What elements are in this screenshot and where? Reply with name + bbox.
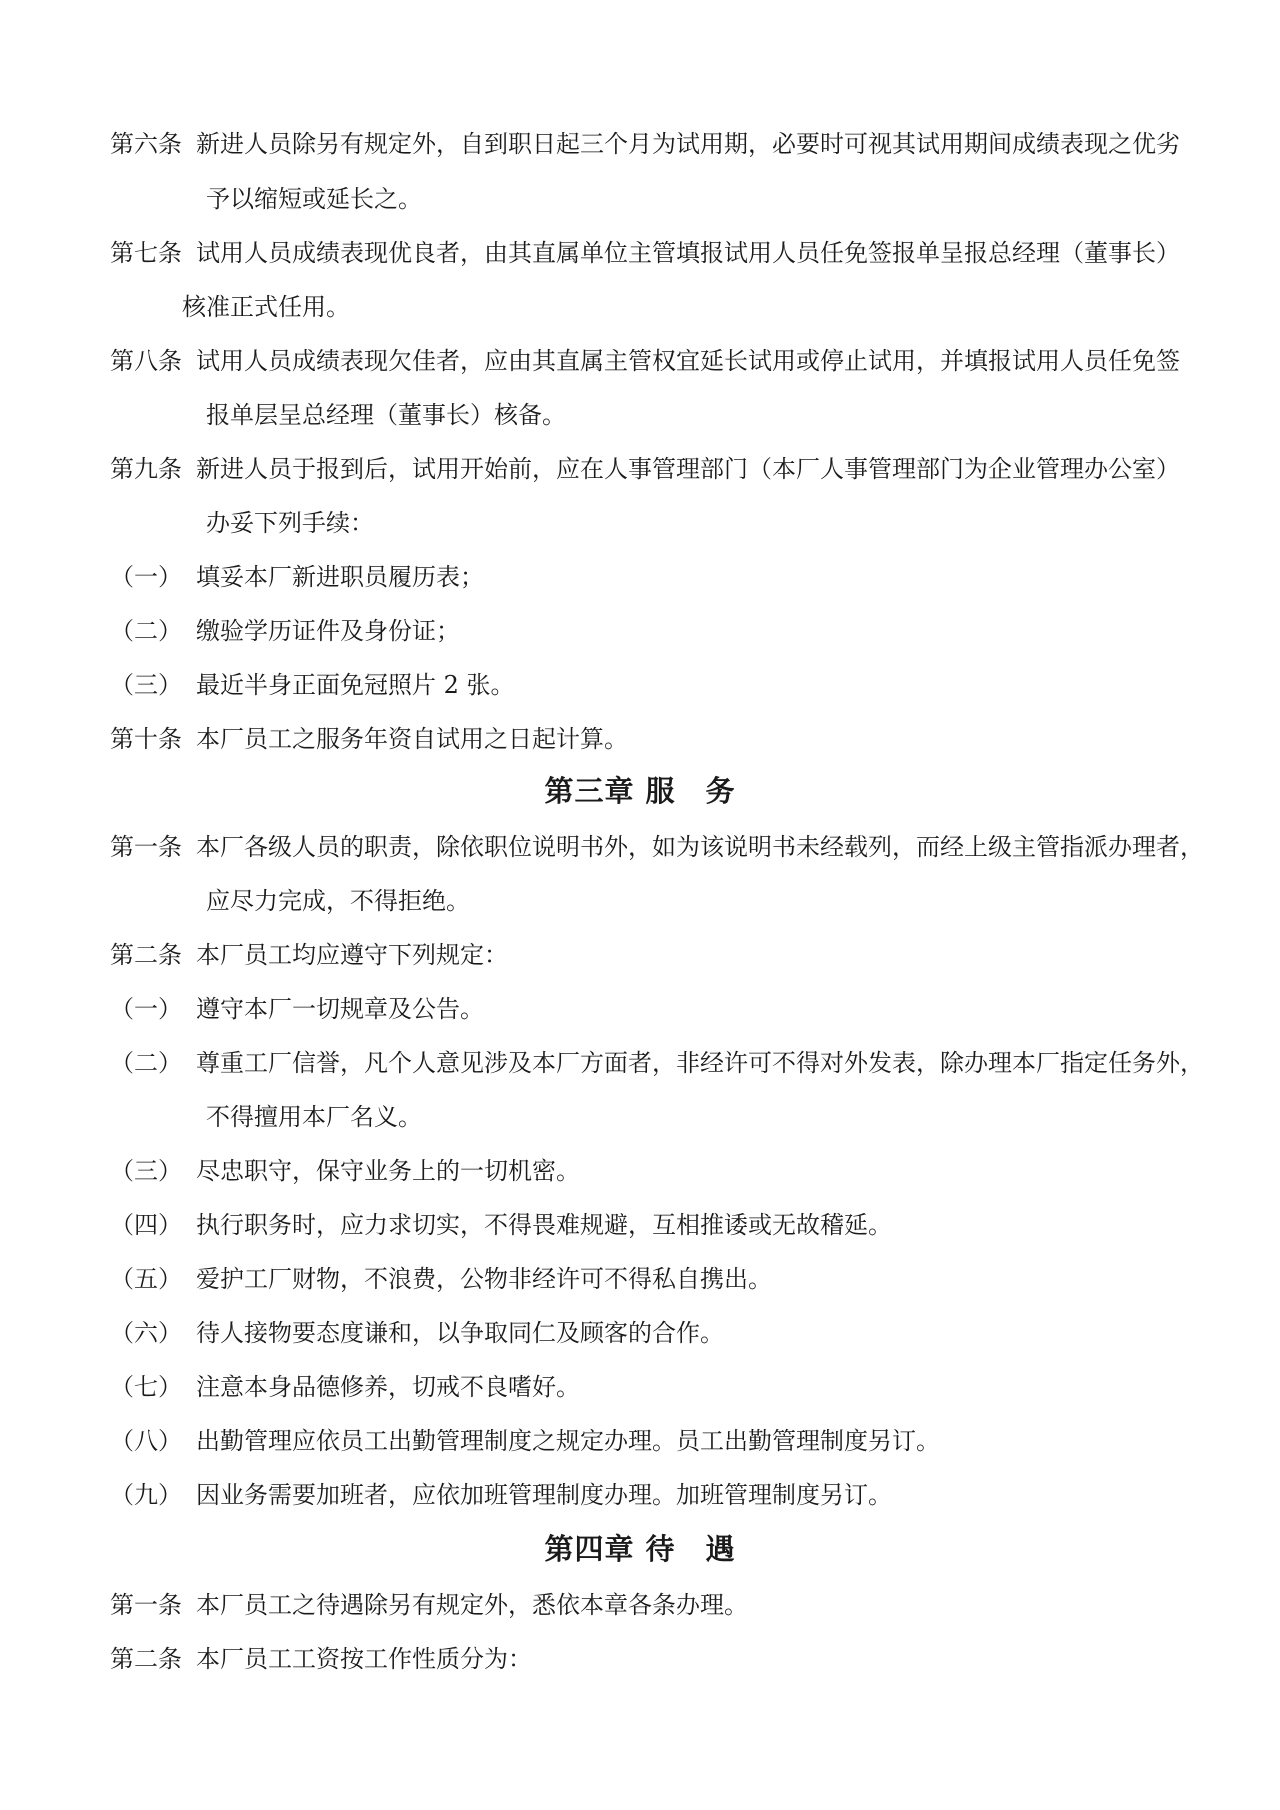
item-label: （四）: [110, 1211, 182, 1239]
article-label: 第八条: [110, 347, 182, 375]
item-label: （一）: [110, 563, 182, 591]
list-item: [110, 1479, 892, 1511]
list-item: [110, 1155, 580, 1187]
item-text: 待人接物要态度谦和，以争取同仁及顾客的合作。: [196, 1319, 724, 1347]
item-label: （七）: [110, 1373, 182, 1401]
article-text: 试用人员成绩表现优良者，由其直属单位主管填报试用人员任免签报单呈报总经理（董事长）: [196, 239, 1180, 267]
chapter-3-article-1-continuation: 应尽力完成，不得拒绝。: [206, 887, 470, 915]
article-text: 试用人员成绩表现欠佳者，应由其直属主管权宜延长试用或停止试用，并填报试用人员任免签: [196, 347, 1180, 375]
article-label: 第二条: [110, 941, 182, 969]
list-item: [110, 1263, 772, 1295]
item-text: 最近半身正面免冠照片 2 张。: [196, 671, 515, 699]
article-text: 本厂员工均应遵守下列规定：: [196, 941, 508, 969]
article-label: 第一条: [110, 833, 182, 861]
item-label: （三）: [110, 671, 182, 699]
article-7-continuation: 核准正式任用。: [182, 293, 350, 321]
chapter-4-article-2: [110, 1643, 532, 1675]
article-label: 第七条: [110, 239, 182, 267]
list-item: [110, 1371, 580, 1403]
item-text: 尽忠职守，保守业务上的一切机密。: [196, 1157, 580, 1185]
item-text: 填妥本厂新进职员履历表；: [196, 563, 484, 591]
article-6: [110, 128, 1180, 160]
item-label: （八）: [110, 1427, 182, 1455]
article-label: 第二条: [110, 1645, 182, 1673]
article-9-continuation: 办妥下列手续：: [206, 509, 374, 537]
list-item: [110, 615, 460, 647]
article-6-continuation: 予以缩短或延长之。: [206, 185, 422, 213]
article-7: [110, 237, 1180, 269]
article-label: 第六条: [110, 130, 182, 158]
article-9: [110, 453, 1180, 485]
list-item: [110, 1209, 892, 1241]
chapter-4-article-1: [110, 1589, 748, 1621]
list-item: [110, 561, 484, 593]
article-text: 本厂员工之待遇除另有规定外，悉依本章各条办理。: [196, 1591, 748, 1619]
chapter-4-title: 第四章 待 遇: [544, 1532, 736, 1566]
list-item: [110, 1425, 940, 1457]
item-text: 注意本身品德修养，切戒不良嗜好。: [196, 1373, 580, 1401]
item-text: 出勤管理应依员工出勤管理制度之规定办理。员工出勤管理制度另订。: [196, 1427, 940, 1455]
article-label: 第十条: [110, 725, 182, 753]
item-text: 缴验学历证件及身份证；: [196, 617, 460, 645]
list-item: [110, 1047, 1204, 1079]
item-text: 爱护工厂财物，不浪费，公物非经许可不得私自携出。: [196, 1265, 772, 1293]
list-item: [110, 669, 515, 701]
article-text: 新进人员于报到后，试用开始前，应在人事管理部门（本厂人事管理部门为企业管理办公室）: [196, 455, 1180, 483]
article-text: 本厂员工之服务年资自试用之日起计算。: [196, 725, 628, 753]
article-text: 本厂各级人员的职责，除依职位说明书外，如为该说明书未经载列，而经上级主管指派办理者，: [196, 833, 1204, 861]
chapter-3-article-1: [110, 831, 1204, 863]
chapter-3-article-2: [110, 939, 508, 971]
list-item: [110, 1317, 724, 1349]
article-label: 第九条: [110, 455, 182, 483]
item-label: （一）: [110, 995, 182, 1023]
chapter-3-title: 第三章 服 务: [544, 774, 736, 808]
article-text: 本厂员工工资按工作性质分为：: [196, 1645, 532, 1673]
list-item: [110, 993, 484, 1025]
list-item-continuation: 不得擅用本厂名义。: [206, 1103, 422, 1131]
item-label: （二）: [110, 1049, 182, 1077]
item-label: （九）: [110, 1481, 182, 1509]
article-10: [110, 723, 628, 755]
article-text: 新进人员除另有规定外，自到职日起三个月为试用期，必要时可视其试用期间成绩表现之优劣: [196, 130, 1180, 158]
article-8: [110, 345, 1180, 377]
item-label: （二）: [110, 617, 182, 645]
item-label: （六）: [110, 1319, 182, 1347]
item-label: （五）: [110, 1265, 182, 1293]
article-8-continuation: 报单层呈总经理（董事长）核备。: [206, 401, 566, 429]
item-text: 因业务需要加班者，应依加班管理制度办理。加班管理制度另订。: [196, 1481, 892, 1509]
article-label: 第一条: [110, 1591, 182, 1619]
item-text: 执行职务时，应力求切实，不得畏难规避，互相推诿或无故稽延。: [196, 1211, 892, 1239]
item-text: 尊重工厂信誉，凡个人意见涉及本厂方面者，非经许可不得对外发表，除办理本厂指定任务外，: [196, 1049, 1204, 1077]
item-text: 遵守本厂一切规章及公告。: [196, 995, 484, 1023]
item-label: （三）: [110, 1157, 182, 1185]
